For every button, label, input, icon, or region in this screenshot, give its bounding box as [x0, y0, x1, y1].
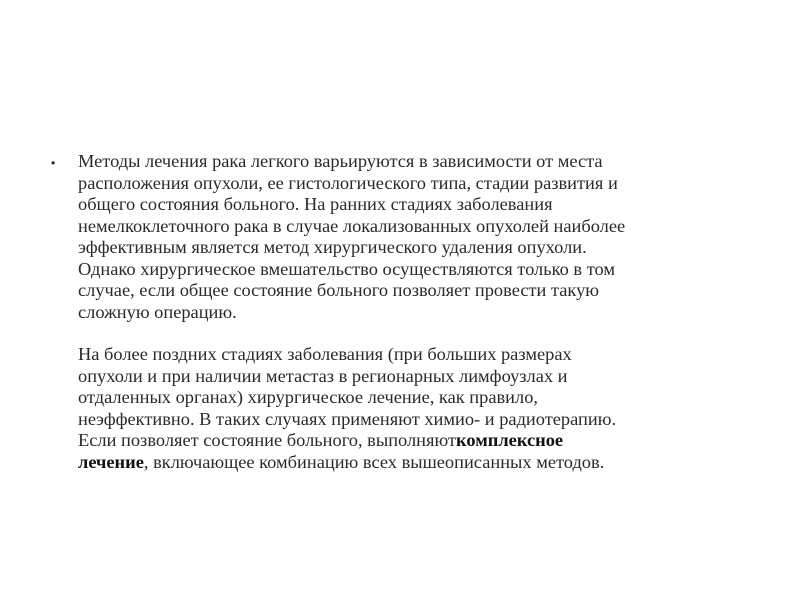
text-line: отдаленных органах) хирургическое лечение, как правило, [78, 387, 538, 407]
bullet-item [51, 151, 751, 473]
text-line: общего состояния больного. На ранних стадиях заболевания [78, 194, 553, 214]
text-line: На более поздних стадиях заболевания (при больших размерах [78, 344, 572, 364]
text-line: Однако хирургическое вмешательство осуществляются только в том [78, 258, 615, 279]
text-line [78, 452, 750, 474]
text-segment: Если позволяет состояние больного, выполняют [78, 430, 457, 450]
text-segment: , включающее комбинацию всех вышеописанных методов. [143, 451, 605, 472]
text-line: опухоли и при наличии метастаз в регионарных лимфоузлах и [78, 365, 568, 386]
text-line [78, 430, 750, 452]
text-line: немелкоклеточного рака в случае локализованных опухолей наиболее [78, 215, 626, 236]
text-line: расположения опухоли, ее гистологического типа, стадии развития и [78, 172, 618, 193]
bullet-text [78, 151, 750, 473]
bullet-marker: • [51, 156, 56, 170]
text-line: случае, если общее состояние больного позволяет провести такую [78, 280, 599, 300]
bold-term: комплексное [456, 430, 564, 450]
paragraph-spacer [78, 323, 750, 344]
text-line: эффективным является метод хирургического удаления опухоли. [78, 237, 587, 257]
text-line: сложную операцию. [78, 301, 237, 322]
text-line: неэффективно. В таких случаях применяют химио- и радиотерапию. [78, 408, 617, 429]
text-line: Методы лечения рака легкого варьируются в зависимости от места [78, 151, 603, 171]
bold-term: лечение [78, 451, 144, 472]
